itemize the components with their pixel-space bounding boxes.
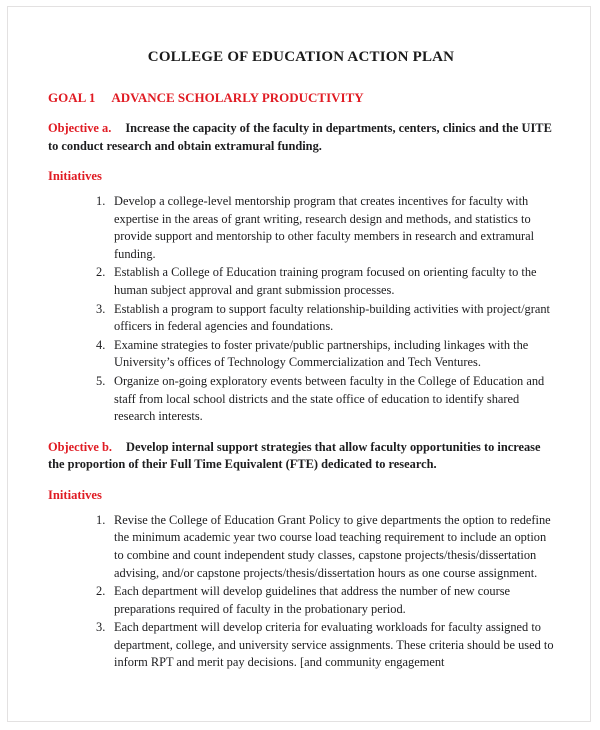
goal-1-title: ADVANCE SCHOLARLY PRODUCTIVITY: [111, 90, 364, 105]
initiatives-heading-b: Initiatives: [48, 487, 102, 502]
document-page: [7, 6, 591, 722]
list-item: Each department will develop guidelines that address the number of new course preparations required of faculty in the probationary period.: [114, 584, 511, 616]
initiatives-list-b: [48, 512, 554, 672]
document-title: COLLEGE OF EDUCATION ACTION PLAN: [147, 49, 455, 65]
objective-b-text: Develop internal support strategies that allow faculty opportunities to increase the proportion of their Full Time Equivalent (FTE) dedicated to research.: [48, 439, 541, 472]
objective-a-label: Objective a.: [48, 121, 112, 135]
list-item: Develop a college-level mentorship program that creates incentives for faculty with expertise in the areas of grant writing, research design and methods, and statistics to provide support and mentorship to other faculty members in research and extramural funding.: [114, 194, 535, 261]
objective-b: [48, 439, 554, 474]
list-item: Establish a College of Education training program focused on orienting faculty to the human subject approval and grant submission processes.: [114, 265, 537, 297]
objective-a: [48, 120, 554, 155]
goal-1-label: GOAL 1: [48, 90, 96, 105]
list-item: Examine strategies to foster private/public partnerships, including linkages with the University’s offices of Technology Commercialization and Tech Ventures.: [114, 337, 529, 370]
objective-a-text: Increase the capacity of the faculty in departments, centers, clinics and the UITE to conduct research and obtain extramural funding.: [48, 121, 552, 153]
list-item: Establish a program to support faculty relationship-building activities with project/grant officers in federal agencies and foundations.: [114, 301, 550, 334]
goal-1-heading: [48, 90, 554, 106]
list-item: Organize on-going exploratory events between faculty in the College of Education and staff from local school districts and the state office of education to identify shared research interests.: [114, 373, 545, 424]
initiatives-list-a: [48, 193, 554, 426]
list-item: Revise the College of Education Grant Policy to give departments the option to redefine the minimum academic year two course load teaching requirement to include an option to combine and count independent study classes, capstone projects/thesis/dissertation advising, and/or capstone projects/thesis/dissertation hours as one course assignment.: [114, 512, 551, 580]
initiatives-heading-a: Initiatives: [48, 169, 102, 183]
objective-b-label: Objective b.: [48, 439, 113, 454]
list-item: Each department will develop criteria for evaluating workloads for faculty assigned to department, college, and university service assignments. These criteria should be used to inform RPT and merit pay decisions. [and community engagement: [114, 620, 554, 670]
